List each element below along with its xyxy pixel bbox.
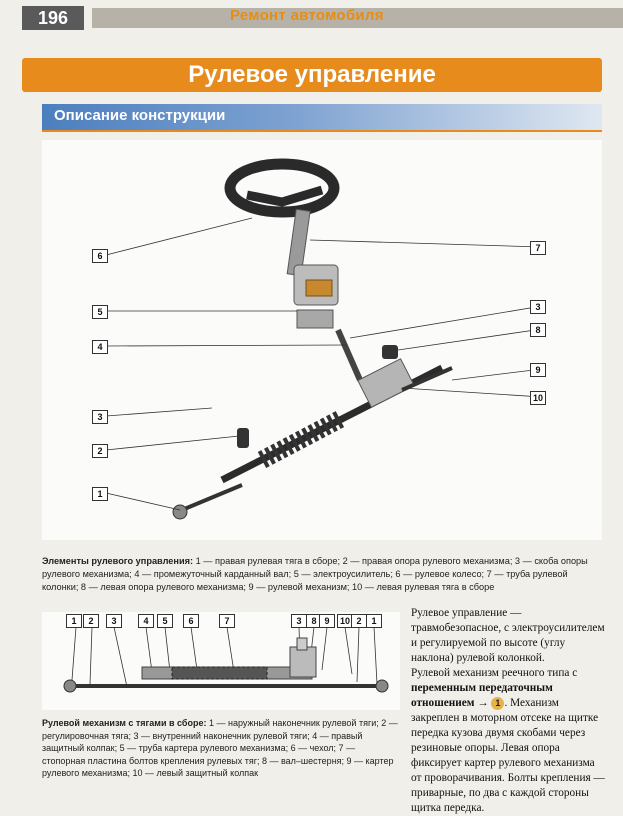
callout-1: 1 bbox=[92, 487, 108, 501]
paragraph-2-start: Рулевой механизм реечного типа с bbox=[411, 667, 578, 679]
rack-callout-3-left: 3 bbox=[106, 614, 122, 628]
callout-4: 4 bbox=[92, 340, 108, 354]
rack-callout-8: 8 bbox=[306, 614, 322, 628]
rack-callout-1-left: 1 bbox=[66, 614, 82, 628]
paragraph-2 bbox=[411, 666, 606, 816]
figure-1-caption-text: 1 — правая рулевая тяга в сборе; 2 — правая опора рулевого механизма; 3 — скоба опоры рулевого механизма; 4 — промежуточный карданный вал; 5 — электроусилитель; 6 — рулевое колесо; 7 — труба рулевой колонки; 8 — левая опора рулевого механизма; 9 — рулевой механизм; 10 — левая рулевая тяга в сборе bbox=[42, 556, 588, 592]
rack-callout-2-right: 2 bbox=[351, 614, 367, 628]
paragraph-2-bold: переменным передаточным отношением bbox=[411, 682, 553, 709]
intermediate-shaft bbox=[338, 330, 360, 380]
paragraph-1: Рулевое управление — травмобезопасное, с электроусилителем и регулируемой по высоте (углу наклона) рулевой колонкой. bbox=[411, 607, 605, 664]
rack-callout-6: 6 bbox=[183, 614, 199, 628]
page-number: 196 bbox=[22, 6, 84, 30]
callout-8: 8 bbox=[530, 323, 546, 337]
steering-assembly-illustration bbox=[42, 140, 602, 540]
rack-callout-3-right: 3 bbox=[291, 614, 307, 628]
rack-callout-4: 4 bbox=[138, 614, 154, 628]
callout-2: 2 bbox=[92, 444, 108, 458]
callout-5: 5 bbox=[92, 305, 108, 319]
rack-assembly-figure bbox=[42, 612, 400, 710]
steering-assembly-figure bbox=[42, 140, 602, 540]
callout-6: 6 bbox=[92, 249, 108, 263]
callout-10: 10 bbox=[530, 391, 546, 405]
rack-callout-1-right: 1 bbox=[366, 614, 382, 628]
rack-callout-7: 7 bbox=[219, 614, 235, 628]
running-title: Ремонт автомобиля bbox=[230, 7, 384, 24]
section-title: Описание конструкции bbox=[54, 107, 226, 124]
callout-9: 9 bbox=[530, 363, 546, 377]
chapter-title: Рулевое управление bbox=[188, 61, 436, 88]
reference-marker: 1 bbox=[491, 697, 504, 710]
figure-2-caption-text: 1 — наружный наконечник рулевой тяги; 2 — регулировочная тяга; 3 — внутренний наконечник рулевой тяги; 4 — правый защитный колпак; 5 — труба картера рулевого механизма; 6 — чехол; 7 — стопорная пластина болтов крепления рулевых тяг; 8 — вал–шестерня; 9 — картер рулевого механизма; 10 — левый защитный колпак bbox=[42, 718, 398, 778]
body-text bbox=[411, 606, 606, 816]
rack-callout-5: 5 bbox=[157, 614, 173, 628]
rack-callout-10: 10 bbox=[337, 614, 353, 628]
figure-2-caption-lead: Рулевой механизм с тягами в сборе: bbox=[42, 718, 207, 728]
figure-1-caption-lead: Элементы рулевого управления: bbox=[42, 556, 194, 566]
rack-callout-2-left: 2 bbox=[83, 614, 99, 628]
paragraph-2-end: . Механизм закреплен в моторном отсеке на щитке передка кузова двумя скобами через резиновые опоры. Левая опора фиксирует картер рулевого механизма от проворачивания. Болты крепления — приварные, по два с каждой стороны щитка передка. bbox=[411, 697, 605, 814]
figure-1-caption bbox=[42, 555, 602, 594]
callout-7: 7 bbox=[530, 241, 546, 255]
callout-3-left: 3 bbox=[92, 410, 108, 424]
callout-3-top: 3 bbox=[530, 300, 546, 314]
figure-2-caption bbox=[42, 717, 400, 780]
rack-callout-9: 9 bbox=[319, 614, 335, 628]
arrow-icon: → bbox=[477, 697, 489, 709]
